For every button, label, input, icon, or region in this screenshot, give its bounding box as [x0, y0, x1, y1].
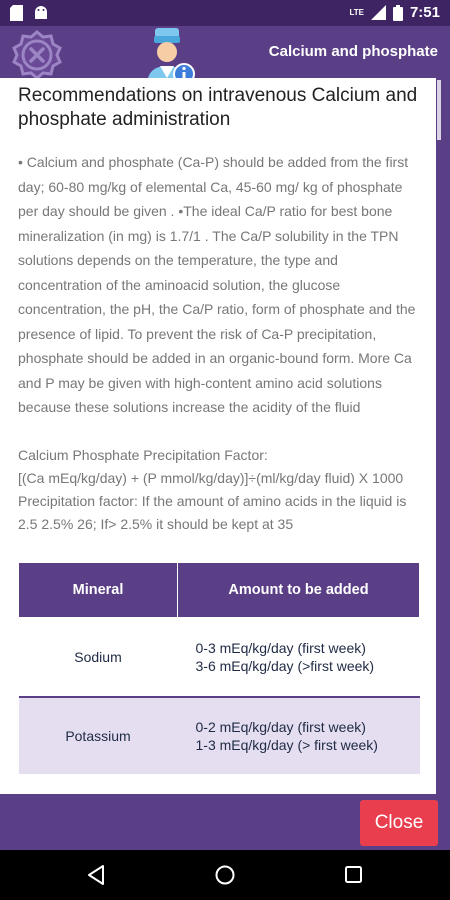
precipitation-title: Calcium Phosphate Precipitation Factor:	[18, 446, 268, 463]
home-icon[interactable]	[214, 864, 236, 886]
system-nav-bar	[0, 850, 450, 900]
table-row	[19, 697, 420, 774]
precipitation-note: Precipitation factor: If the amount of amino acids in the liquid is 2.5 2.5% 26; If> 2.5% it should be kept at 35	[18, 492, 407, 532]
section-heading: Recommendations on intravenous Calcium and phosphate administration	[18, 85, 418, 130]
mineral-cell: Potassium	[19, 697, 178, 774]
status-time: 7:51	[409, 4, 440, 21]
recommendation-text: • Calcium and phosphate (Ca-P) should be added from the first day; 60-80 mg/kg of elemental Ca, 45-60 mg/ kg of phosphate per day should be given . •The ideal Ca/P ratio for best bone mineralization (in mg) is 1.7/1 . The Ca/P solubility in the TPN solutions depends on the temperature, the type and concentration of the aminoacid solution, the glucose concentration, the pH, the Ca/P ratio, form of phosphate and the presence of lipid. To prevent the risk of Ca-P precipitation, phosphate should be added in an organic-bound form. More Ca and P may be given with high-content amino acid solutions because these solutions increase the acidity of the fluid	[18, 154, 416, 415]
close-button[interactable]: Close	[360, 800, 438, 846]
content-scroll-area[interactable]	[0, 78, 436, 774]
doctor-info-icon	[140, 26, 198, 86]
column-header-amount: Amount to be added	[178, 562, 420, 617]
mineral-cell: Sodium	[19, 617, 178, 697]
scrollbar[interactable]	[437, 80, 441, 140]
mineral-table	[18, 562, 420, 774]
battery-icon	[393, 5, 403, 21]
sd-card-icon	[10, 5, 23, 21]
status-bar	[0, 0, 450, 26]
column-header-mineral: Mineral	[19, 562, 178, 617]
app-bar	[0, 26, 450, 84]
android-icon	[33, 5, 49, 21]
amount-cell: 0-2 mEq/kg/day (first week) 1-3 mEq/kg/day (> first week)	[178, 697, 420, 774]
precipitation-formula: [(Ca mEq/kg/day) + (P mmol/kg/day)]÷(ml/kg/day fluid) X 1000	[18, 469, 404, 486]
close-x-icon[interactable]	[10, 29, 64, 81]
page-title: Calcium and phosphate	[268, 43, 438, 60]
amount-cell: 0-3 mEq/kg/day (first week) 3-6 mEq/kg/day (>first week)	[178, 617, 420, 697]
table-header-row	[19, 562, 420, 617]
table-row	[19, 617, 420, 697]
signal-icon	[371, 5, 386, 20]
network-type: LTE	[349, 8, 364, 17]
bottom-bar	[0, 800, 450, 850]
precipitation-factor-text	[18, 444, 418, 536]
recents-icon[interactable]	[344, 865, 363, 884]
content-card	[0, 78, 436, 794]
back-icon[interactable]	[86, 864, 106, 886]
